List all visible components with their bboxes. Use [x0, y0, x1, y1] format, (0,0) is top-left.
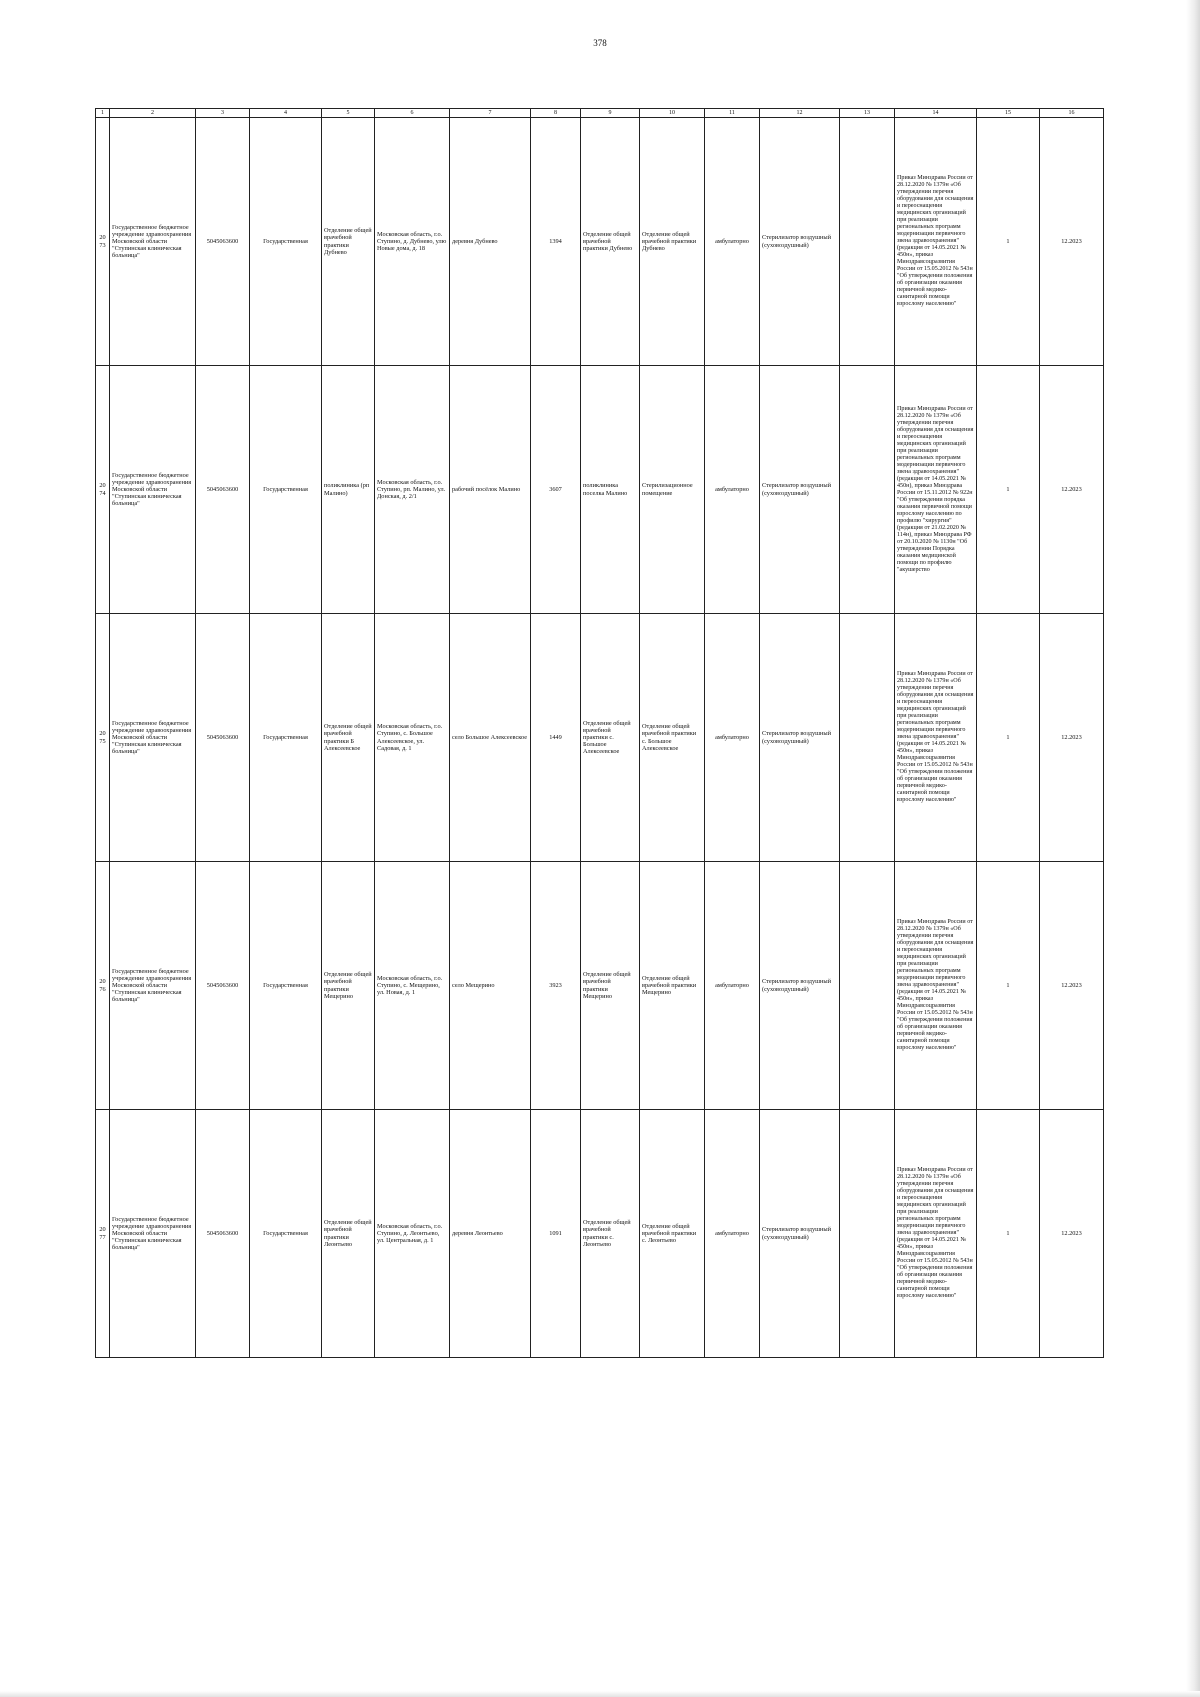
- tax-id: 5045063600: [196, 118, 250, 366]
- address: Московская область, г.о. Ступино, рп. Малино, ул. Донская, д. 2/1: [375, 366, 450, 614]
- organization-name: Государственное бюджетное учреждение здравоохранения Московской области "Ступинская клиническая больница": [110, 366, 196, 614]
- column-header: 3: [196, 109, 250, 118]
- table-row: [96, 118, 1104, 366]
- organization-name: Государственное бюджетное учреждение здравоохранения Московской области "Ступинская клиническая больница": [110, 118, 196, 366]
- row-number: 2076: [96, 862, 110, 1110]
- legal-basis: Приказ Минздрава России от 28.12.2020 № 1379н «Об утверждении перечня оборудования для оснащения и переоснащения медицинских организаций при реализации региональных программ модернизации первичного звена здравоохранения"(редакция от 14.05.2021 № 450н», приказ Минздравсоцразвития России от 15.05.2012 № 543н "Об утверждении положения об организации оказания первичной медико-санитарной помощи взрослому населению": [895, 614, 977, 862]
- delivery-date: 12.2023: [1040, 862, 1104, 1110]
- column-header: 12: [760, 109, 840, 118]
- subdivision-name: Отделение общей врачебной практики Б Алексеевское: [322, 614, 375, 862]
- address: Московская область, г.о. Ступино, д. Леонтьево, ул. Центральная, д. 1: [375, 1110, 450, 1358]
- equipment-name: Стерилизатор воздушный (суховоздушный): [760, 1110, 840, 1358]
- column-13-value: [840, 1110, 895, 1358]
- subdivision-name: Отделение общей врачебной практики Дубнево: [322, 118, 375, 366]
- address: Московская область, г.о. Ступино, д. Дубнево, улю Новые дома, д. 18: [375, 118, 450, 366]
- quantity: 1: [977, 614, 1040, 862]
- ownership-type: Государственная: [250, 862, 322, 1110]
- column-header: 10: [640, 109, 705, 118]
- settlement: село Большое Алексеевское: [450, 614, 531, 862]
- care-conditions: амбулаторно: [705, 614, 760, 862]
- population: 3607: [531, 366, 581, 614]
- column-header: 7: [450, 109, 531, 118]
- room: Отделение общей врачебной практики с. Леонтьево: [640, 1110, 705, 1358]
- room: Стерилизационное помещение: [640, 366, 705, 614]
- table-row: [96, 614, 1104, 862]
- delivery-date: 12.2023: [1040, 366, 1104, 614]
- tax-id: 5045063600: [196, 614, 250, 862]
- column-header: 11: [705, 109, 760, 118]
- quantity: 1: [977, 862, 1040, 1110]
- table-row: [96, 1110, 1104, 1358]
- subdivision-name: поликлиника (рп Малино): [322, 366, 375, 614]
- column-header: 16: [1040, 109, 1104, 118]
- settlement: рабочий посёлок Малино: [450, 366, 531, 614]
- column-13-value: [840, 118, 895, 366]
- settlement: село Мещерино: [450, 862, 531, 1110]
- organization-name: Государственное бюджетное учреждение здравоохранения Московской области "Ступинская клиническая больница": [110, 862, 196, 1110]
- care-conditions: амбулаторно: [705, 1110, 760, 1358]
- delivery-date: 12.2023: [1040, 1110, 1104, 1358]
- delivery-date: 12.2023: [1040, 118, 1104, 366]
- population: 1091: [531, 1110, 581, 1358]
- organization-name: Государственное бюджетное учреждение здравоохранения Московской области "Ступинская клиническая больница": [110, 1110, 196, 1358]
- subdivision-name: Отделение общей врачебной практики Мещерино: [322, 862, 375, 1110]
- address: Московская область, г.о. Ступино, с. Большое Алексеевское, ул. Садовая, д. 1: [375, 614, 450, 862]
- row-number: 2075: [96, 614, 110, 862]
- column-header: 4: [250, 109, 322, 118]
- care-conditions: амбулаторно: [705, 118, 760, 366]
- settlement: деревня Дубнево: [450, 118, 531, 366]
- equipment-name: Стерилизатор воздушный (суховоздушный): [760, 862, 840, 1110]
- legal-basis: Приказ Минздрава России от 28.12.2020 № 1379н «Об утверждении перечня оборудования для оснащения и переоснащения медицинских организаций при реализации региональных программ модернизации первичного звена здравоохранения"(редакция от 14.05.2021 № 450н», приказ Минздравсоцразвития России от 15.05.2012 № 543н "Об утверждении положения об организации оказания первичной медико-санитарной помощи взрослому населению": [895, 1110, 977, 1358]
- row-number: 2074: [96, 366, 110, 614]
- column-13-value: [840, 614, 895, 862]
- column-header: 13: [840, 109, 895, 118]
- column-header: 5: [322, 109, 375, 118]
- quantity: 1: [977, 118, 1040, 366]
- address: Московская область, г.о. Ступино, с. Мещерино, ул. Новая, д. 1: [375, 862, 450, 1110]
- table-row: [96, 366, 1104, 614]
- room: Отделение общей врачебной практики с. Большое Алексеевское: [640, 614, 705, 862]
- population: 1394: [531, 118, 581, 366]
- column-13-value: [840, 366, 895, 614]
- care-conditions: амбулаторно: [705, 862, 760, 1110]
- scan-bottom-shadow: [0, 1691, 1200, 1697]
- column-header: 2: [110, 109, 196, 118]
- subdivision-name: Отделение общей врачебной практики Леонтьево: [322, 1110, 375, 1358]
- row-number: 2073: [96, 118, 110, 366]
- equipment-registry-table: [95, 108, 1104, 1358]
- page-number: 378: [593, 38, 607, 48]
- delivery-date: 12.2023: [1040, 614, 1104, 862]
- column-header: 14: [895, 109, 977, 118]
- ownership-type: Государственная: [250, 366, 322, 614]
- population: 1449: [531, 614, 581, 862]
- tax-id: 5045063600: [196, 862, 250, 1110]
- equipment-name: Стерилизатор воздушный (суховоздушный): [760, 614, 840, 862]
- column-header: 1: [96, 109, 110, 118]
- settlement: деревня Леонтьево: [450, 1110, 531, 1358]
- ownership-type: Государственная: [250, 118, 322, 366]
- column-header: 8: [531, 109, 581, 118]
- column-13-value: [840, 862, 895, 1110]
- column-header: 9: [581, 109, 640, 118]
- column-number-row: [96, 109, 1104, 118]
- department: Отделение общей врачебной практики Мещерино: [581, 862, 640, 1110]
- legal-basis: Приказ Минздрава России от 28.12.2020 № 1379н «Об утверждении перечня оборудования для оснащения и переоснащения медицинских организаций при реализации региональных программ модернизации первичного звена здравоохранения"(редакция от 14.05.2021 № 450н), приказ Минздрава России от 15.11.2012 № 922н "Об утверждении порядка оказания первичной помощи взрослому населению по профилю "хирургия" (редакция от 21.02.2020 № 114н), приказ Минздрава РФ от 20.10.2020 № 1130н "Об утверждении Порядка оказания медицинской помощи по профилю "акушерство: [895, 366, 977, 614]
- organization-name: Государственное бюджетное учреждение здравоохранения Московской области "Ступинская клиническая больница": [110, 614, 196, 862]
- quantity: 1: [977, 366, 1040, 614]
- tax-id: 5045063600: [196, 366, 250, 614]
- ownership-type: Государственная: [250, 614, 322, 862]
- equipment-name: Стерилизатор воздушный (суховоздушный): [760, 366, 840, 614]
- quantity: 1: [977, 1110, 1040, 1358]
- legal-basis: Приказ Минздрава России от 28.12.2020 № 1379н «Об утверждении перечня оборудования для оснащения и переоснащения медицинских организаций при реализации региональных программ модернизации первичного звена здравоохранения"(редакция от 14.05.2021 № 450н», приказ Минздравсоцразвития России от 15.05.2012 № 543н "Об утверждении положения об организации оказания первичной медико-санитарной помощи взрослому населению": [895, 862, 977, 1110]
- department: Отделение общей врачебной практики с. Леонтьево: [581, 1110, 640, 1358]
- room: Отделение общей врачебной практики Дубнево: [640, 118, 705, 366]
- department: Отделение общей врачебной практики Дубнево: [581, 118, 640, 366]
- department: Отделение общей врачебной практики с. Большое Алексеевское: [581, 614, 640, 862]
- department: поликлиника поселка Малино: [581, 366, 640, 614]
- row-number: 2077: [96, 1110, 110, 1358]
- equipment-name: Стерилизатор воздушный (суховоздушный): [760, 118, 840, 366]
- room: Отделение общей врачебной практики Мещерино: [640, 862, 705, 1110]
- population: 3923: [531, 862, 581, 1110]
- scan-edge-shadow: [1186, 0, 1200, 1697]
- ownership-type: Государственная: [250, 1110, 322, 1358]
- legal-basis: Приказ Минздрава России от 28.12.2020 № 1379н «Об утверждении перечня оборудования для оснащения и переоснащения медицинских организаций при реализации региональных программ модернизации первичного звена здравоохранения"(редакция от 14.05.2021 № 450н», приказ Минздравсоцразвития России от 15.05.2012 № 543н "Об утверждении положения об организации оказания первичной медико-санитарной помощи взрослому населению": [895, 118, 977, 366]
- column-header: 6: [375, 109, 450, 118]
- table-row: [96, 862, 1104, 1110]
- column-header: 15: [977, 109, 1040, 118]
- care-conditions: амбулаторно: [705, 366, 760, 614]
- tax-id: 5045063600: [196, 1110, 250, 1358]
